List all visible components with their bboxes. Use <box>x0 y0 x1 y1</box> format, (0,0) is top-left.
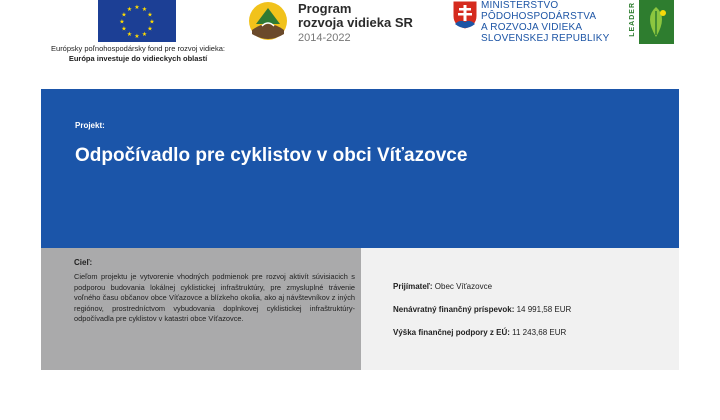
logo-header <box>0 0 720 80</box>
svg-text:★: ★ <box>149 18 155 26</box>
svg-text:★: ★ <box>147 25 153 33</box>
recipient-label: Prijímateľ: <box>393 282 433 291</box>
ministry-logo <box>452 0 622 44</box>
eu-support-row <box>393 328 566 337</box>
grant-value: 14 991,58 EUR <box>516 305 572 314</box>
ministry-line3: A ROZVOJA VIDIEKA <box>481 22 583 33</box>
prv-logo-icon <box>248 0 288 42</box>
grant-label: Nenávratný finančný príspevok: <box>393 305 515 314</box>
slovak-coat-of-arms-icon <box>452 0 478 30</box>
eu-support-value: 11 243,68 EUR <box>512 328 567 337</box>
svg-text:★: ★ <box>134 33 140 40</box>
ministry-line4: SLOVENSKEJ REPUBLIKY <box>481 33 610 44</box>
ministry-line2: PÔDOHOSPODÁRSTVA <box>481 11 597 22</box>
eu-caption-line2: Európa investuje do vidieckych oblastí <box>68 54 208 63</box>
prv-line2: rozvoja vidieka SR <box>298 15 413 30</box>
eu-caption <box>20 44 256 64</box>
svg-text:★: ★ <box>121 25 127 33</box>
svg-text:★: ★ <box>134 4 140 11</box>
leader-side-strip <box>628 0 639 44</box>
goal-panel <box>41 248 361 370</box>
eu-caption-line1: Európsky poľnohospodársky fond pre rozvoj vidieka: <box>51 44 225 53</box>
prv-logo <box>248 0 428 44</box>
project-banner <box>41 89 679 248</box>
eu-support-label: Výška finančnej podpory z EÚ: <box>393 328 510 337</box>
grant-row <box>393 305 571 314</box>
prv-line1: Program <box>298 1 352 16</box>
svg-text:★: ★ <box>141 31 148 38</box>
svg-text:★: ★ <box>119 18 125 26</box>
eu-flag-icon <box>98 0 176 42</box>
leader-logo-icon <box>628 0 674 44</box>
svg-text:★: ★ <box>126 31 133 38</box>
project-label: Projekt: <box>75 121 105 130</box>
svg-text:★: ★ <box>147 11 153 19</box>
svg-text:★: ★ <box>121 11 127 19</box>
prv-years: 2014-2022 <box>298 32 351 44</box>
ministry-line1: MINISTERSTVO <box>481 0 559 11</box>
goal-label: Cieľ: <box>74 258 93 267</box>
leaf-icon <box>641 3 671 41</box>
project-details-panel <box>361 248 679 370</box>
project-title: Odpočívadlo pre cyklistov v obci Víťazovce <box>75 145 468 166</box>
recipient-value: Obec Víťazovce <box>434 282 493 291</box>
recipient-row <box>393 282 492 291</box>
ministry-text <box>481 0 610 44</box>
svg-text:★: ★ <box>126 6 133 13</box>
leader-text: LEADER <box>629 2 636 37</box>
svg-text:★: ★ <box>141 6 148 13</box>
goal-text: Cieľom projektu je vytvorenie vhodných podmienok pre rozvoj aktivít súvisiacich s podporou budovania lokálnej cyklistickej infraštruktúry, pre zmysluplné trávenie voľného času občanov obce Víťazovce a blízkeho okolia, ako aj návštevníkov z iných regiónov, prostredníctvom vybudovania doplnkovej cyklistickej infraštruktúry-odpočívadla pre cyklistov v katastri obce Víťazovce. <box>74 272 355 324</box>
prv-logo-text <box>298 2 413 45</box>
